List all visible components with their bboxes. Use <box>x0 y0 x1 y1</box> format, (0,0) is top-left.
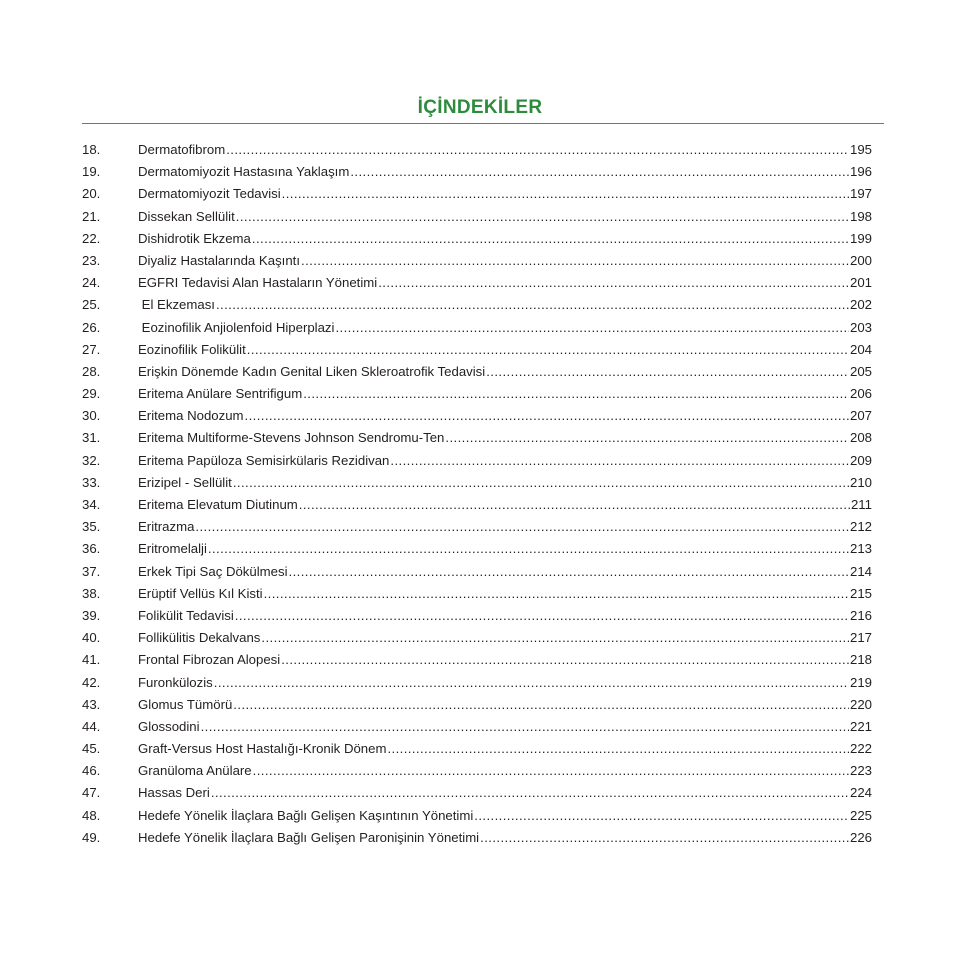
entry-title: Dermatomiyozit Tedavisi <box>138 186 281 202</box>
entry-title: EGFRI Tedavisi Alan Hastaların Yönetimi <box>138 275 378 291</box>
dot-leader <box>211 782 849 804</box>
entry-number: 30. <box>82 408 101 424</box>
toc-entry[interactable] <box>82 827 872 849</box>
dot-leader <box>387 738 849 760</box>
toc-entry[interactable] <box>82 206 872 228</box>
toc-entry[interactable] <box>82 361 872 383</box>
entry-number: 28. <box>82 363 101 379</box>
dot-leader <box>264 583 849 605</box>
entry-page-number: 221 <box>849 718 872 734</box>
dot-leader <box>261 627 849 649</box>
toc-entry[interactable] <box>82 649 872 671</box>
toc-entry[interactable] <box>82 694 872 716</box>
dot-leader <box>247 339 849 361</box>
dot-leader <box>245 405 849 427</box>
entry-number: 45. <box>82 741 101 757</box>
dot-leader <box>208 538 849 560</box>
toc-entry[interactable] <box>82 561 872 583</box>
entry-title: Eozinofilik Folikülit <box>138 341 246 357</box>
entry-page-number: 212 <box>849 519 872 535</box>
entry-number: 19. <box>82 164 101 180</box>
entry-title: El Ekzeması <box>138 297 215 313</box>
entry-number: 49. <box>82 829 101 845</box>
entry-title: Follikülitis Dekalvans <box>138 630 261 646</box>
toc-entry[interactable] <box>82 294 872 316</box>
entry-page-number: 199 <box>849 230 872 246</box>
dot-leader <box>480 827 849 849</box>
dot-leader <box>390 450 849 472</box>
toc-entry[interactable] <box>82 183 872 205</box>
entry-page-number: 195 <box>849 142 872 157</box>
toc-entry[interactable] <box>82 716 872 738</box>
toc-entry[interactable] <box>82 738 872 760</box>
toc-entry[interactable] <box>82 672 872 694</box>
dot-leader <box>235 605 849 627</box>
dot-leader <box>350 161 849 183</box>
dot-leader <box>233 694 849 716</box>
entry-number: 24. <box>82 275 101 291</box>
dot-leader <box>226 139 849 161</box>
dot-leader <box>253 760 849 782</box>
entry-number: 34. <box>82 497 101 512</box>
toc-entry[interactable] <box>82 272 872 294</box>
entry-title: Furonkülozis <box>138 674 213 690</box>
dot-leader <box>335 317 849 339</box>
entry-page-number: 204 <box>849 341 872 357</box>
dot-leader <box>214 672 849 694</box>
entry-title: Erişkin Dönemde Kadın Genital Liken Skleroatrofik Tedavisi <box>138 363 486 379</box>
table-of-contents <box>82 139 872 849</box>
entry-number: 39. <box>82 607 101 623</box>
entry-page-number: 224 <box>849 785 872 801</box>
toc-entry[interactable] <box>82 228 872 250</box>
entry-page-number: 225 <box>849 807 872 823</box>
entry-number: 36. <box>82 541 101 557</box>
toc-entry[interactable] <box>82 317 872 339</box>
entry-page-number: 220 <box>849 696 872 712</box>
entry-page-number: 202 <box>849 297 872 313</box>
dot-leader <box>289 561 849 583</box>
toc-entry[interactable] <box>82 805 872 827</box>
entry-title: Dissekan Sellülit <box>138 208 235 224</box>
entry-number: 29. <box>82 386 101 402</box>
entry-number: 47. <box>82 785 101 801</box>
entry-number: 43. <box>82 696 101 712</box>
entry-title: Erizipel - Sellülit <box>138 474 232 490</box>
toc-entry[interactable] <box>82 760 872 782</box>
toc-entry[interactable] <box>82 627 872 649</box>
entry-number: 44. <box>82 718 101 734</box>
entry-page-number: 206 <box>849 386 872 402</box>
toc-entry[interactable] <box>82 538 872 560</box>
entry-title: Dermatofibrom <box>138 142 226 157</box>
page-title: İÇİNDEKİLER <box>417 97 543 118</box>
entry-page-number: 210 <box>849 474 872 490</box>
entry-title: Eritrazma <box>138 519 195 535</box>
entry-page-number: 211 <box>850 497 872 512</box>
entry-page-number: 219 <box>849 674 872 690</box>
entry-page-number: 218 <box>849 652 872 668</box>
entry-page-number: 214 <box>849 563 872 579</box>
entry-number: 27. <box>82 341 101 357</box>
toc-entry[interactable] <box>82 250 872 272</box>
toc-entry[interactable] <box>82 383 872 405</box>
entry-page-number: 223 <box>849 763 872 779</box>
entry-page-number: 217 <box>849 630 872 646</box>
entry-title: Eritema Elevatum Diutinum <box>138 497 298 512</box>
dot-leader <box>282 183 849 205</box>
entry-page-number: 207 <box>849 408 872 424</box>
entry-page-number: 215 <box>849 585 872 601</box>
entry-number: 23. <box>82 252 101 268</box>
dot-leader <box>303 383 849 405</box>
entry-number: 48. <box>82 807 101 823</box>
entry-page-number: 226 <box>849 829 872 845</box>
toc-entry[interactable] <box>82 516 872 538</box>
entry-number: 32. <box>82 452 101 468</box>
entry-title: Graft-Versus Host Hastalığı-Kronik Dönem <box>138 741 387 757</box>
entry-title: Eritema Nodozum <box>138 408 244 424</box>
entry-number: 25. <box>82 297 101 313</box>
entry-number: 33. <box>82 474 101 490</box>
dot-leader <box>301 250 849 272</box>
entry-title: Frontal Fibrozan Alopesi <box>138 652 281 668</box>
entry-title: Glomus Tümörü <box>138 696 233 712</box>
dot-leader <box>486 361 849 383</box>
entry-title: Erüptif Vellüs Kıl Kisti <box>138 585 263 601</box>
dot-leader <box>233 472 849 494</box>
entry-page-number: 216 <box>849 607 872 623</box>
entry-number: 42. <box>82 674 101 690</box>
toc-entry[interactable] <box>82 472 872 494</box>
toc-entry[interactable] <box>82 405 872 427</box>
entry-page-number: 203 <box>849 319 872 335</box>
entry-number: 31. <box>82 430 101 446</box>
toc-entry[interactable] <box>82 583 872 605</box>
entry-title: Eozinofilik Anjiolenfoid Hiperplazi <box>138 319 335 335</box>
entry-title: Eritema Multiforme-Stevens Johnson Sendromu-Ten <box>138 430 445 446</box>
entry-number: 41. <box>82 652 101 668</box>
entry-page-number: 205 <box>849 363 872 379</box>
dot-leader <box>299 494 850 516</box>
dot-leader <box>195 516 849 538</box>
entry-page-number: 201 <box>849 275 872 291</box>
dot-leader <box>236 206 849 228</box>
dot-leader <box>281 649 849 671</box>
entry-title: Erkek Tipi Saç Dökülmesi <box>138 563 288 579</box>
dot-leader <box>378 272 849 294</box>
entry-title: Diyaliz Hastalarında Kaşıntı <box>138 252 300 268</box>
entry-number: 40. <box>82 630 101 646</box>
entry-page-number: 222 <box>849 741 872 757</box>
dot-leader <box>474 805 849 827</box>
title-divider <box>82 123 884 124</box>
dot-leader <box>201 716 849 738</box>
entry-title: Glossodini <box>138 718 200 734</box>
entry-page-number: 209 <box>849 452 872 468</box>
entry-number: 37. <box>82 563 101 579</box>
toc-entry[interactable] <box>82 494 872 516</box>
dot-leader <box>445 427 849 449</box>
entry-page-number: 213 <box>849 541 872 557</box>
entry-number: 26. <box>82 319 101 335</box>
entry-page-number: 198 <box>849 208 872 224</box>
entry-number: 35. <box>82 519 101 535</box>
entry-page-number: 208 <box>849 430 872 446</box>
entry-number: 46. <box>82 763 101 779</box>
entry-title: Eritema Papüloza Semisirkülaris Rezidivan <box>138 452 390 468</box>
toc-entry[interactable] <box>82 782 872 804</box>
entry-title: Dermatomiyozit Hastasına Yaklaşım <box>138 164 350 180</box>
entry-title: Eritromelalji <box>138 541 207 557</box>
entry-page-number: 200 <box>849 252 872 268</box>
toc-entry[interactable] <box>82 605 872 627</box>
entry-title: Hassas Deri <box>138 785 210 801</box>
entry-number: 21. <box>82 208 101 224</box>
toc-entry[interactable] <box>82 161 872 183</box>
dot-leader <box>252 228 849 250</box>
entry-title: Granüloma Anülare <box>138 763 252 779</box>
entry-number: 38. <box>82 585 101 601</box>
entry-title: Hedefe Yönelik İlaçlara Bağlı Gelişen Paronişinin Yönetimi <box>138 829 480 845</box>
entry-page-number: 196 <box>849 164 872 180</box>
toc-entry[interactable] <box>82 139 872 161</box>
dot-leader <box>216 294 849 316</box>
toc-entry[interactable] <box>82 427 872 449</box>
entry-number: 20. <box>82 186 101 202</box>
entry-title: Dishidrotik Ekzema <box>138 230 251 246</box>
entry-title: Hedefe Yönelik İlaçlara Bağlı Gelişen Kaşıntının Yönetimi <box>138 807 474 823</box>
entry-number: 18. <box>82 142 101 157</box>
entry-number: 22. <box>82 230 101 246</box>
entry-page-number: 197 <box>849 186 872 202</box>
toc-entry[interactable] <box>82 339 872 361</box>
entry-title: Folikülit Tedavisi <box>138 607 234 623</box>
entry-title: Eritema Anülare Sentrifigum <box>138 386 303 402</box>
toc-entry[interactable] <box>82 450 872 472</box>
